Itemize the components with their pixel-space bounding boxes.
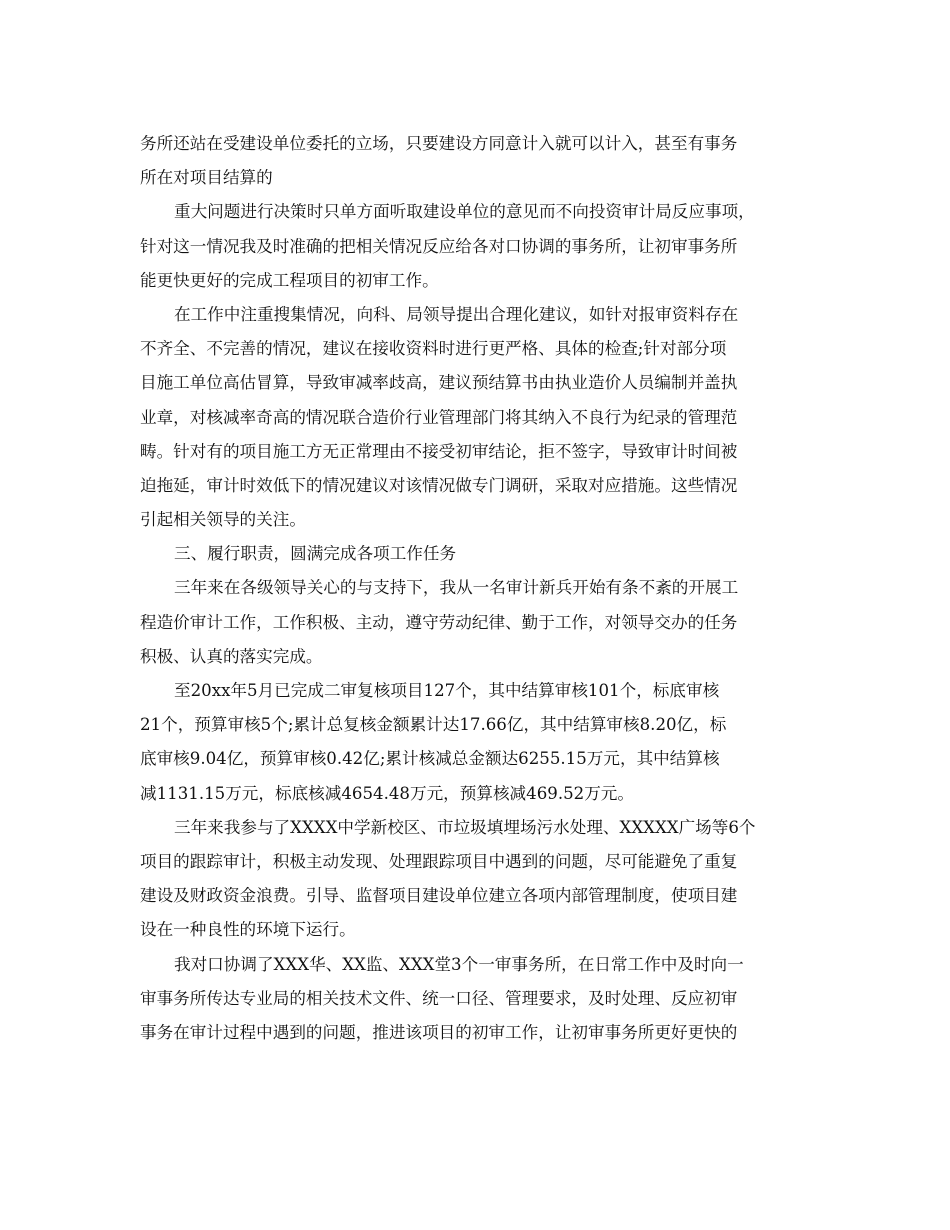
text-line: 事务在审计过程中遇到的问题，推进该项目的初审工作，让初审事务所更好更快的 (140, 1022, 738, 1042)
paragraph (140, 674, 820, 811)
text-line: 重大问题进行决策时只单方面听取建设单位的意见而不向投资审计局反应事项， (174, 202, 755, 222)
text-line: 积极、认真的落实完成。 (140, 646, 323, 666)
text-line: 建设及财政资金浪费。引导、监督项目建设单位建立各项内部管理制度，使项目建 (140, 886, 738, 906)
section-heading (140, 537, 820, 571)
text-line: 畴。针对有的项目施工方无正常理由不接受初审结论，拒不签字，导致审计时间被 (140, 441, 738, 461)
text-line: 项目的跟踪审计，积极主动发现、处理跟踪项目中遇到的问题，尽可能避免了重复 (140, 851, 738, 871)
paragraph (140, 571, 820, 674)
text-line: 所在对项目结算的 (140, 168, 273, 188)
text-line: 底审核9.04亿，预算审核0.42亿;累计核减总金额达6255.15万元，其中结算核 (140, 749, 720, 769)
document-body (140, 127, 820, 1050)
text-line: 减1131.15万元，标底核减4654.48万元，预算核减469.52万元。 (140, 783, 634, 803)
text-line: 我对口协调了XXX华、XX监、XXX堂3个一审事务所，在日常工作中及时向一 (174, 954, 744, 974)
text-line: 务所还站在受建设单位委托的立场，只要建设方同意计入就可以计入，甚至有事务 (140, 134, 738, 153)
paragraph (140, 811, 820, 948)
text-line: 三、履行职责，圆满完成各项工作任务 (174, 544, 457, 564)
text-line: 针对这一情况我及时准确的把相关情况反应给各对口协调的事务所，让初审事务所 (140, 236, 738, 256)
text-line: 21个，预算审核5个;累计总复核金额累计达17.66亿，其中结算审核8.20亿，标 (140, 715, 727, 735)
text-line: 三年来我参与了XXXX中学新校区、市垃圾填埋场污水处理、XXXXX广场等6个 (174, 817, 756, 837)
text-line: 设在一种良性的环境下运行。 (140, 920, 356, 940)
text-line: 目施工单位高估冒算，导致审减率歧高，建议预结算书由执业造价人员编制并盖执 (140, 373, 738, 393)
text-line: 业章，对核减率奇高的情况联合造价行业管理部门将其纳入不良行为纪录的管理范 (140, 407, 738, 427)
text-line: 迫拖延，审计时效低下的情况建议对该情况做专门调研，采取对应措施。这些情况 (140, 475, 738, 495)
paragraph (140, 948, 820, 1051)
text-line: 程造价审计工作，工作积极、主动，遵守劳动纪律、勤于工作，对领导交办的任务 (140, 612, 738, 632)
text-line: 审事务所传达专业局的相关技术文件、统一口径、管理要求，及时处理、反应初审 (140, 988, 738, 1008)
paragraph (140, 195, 820, 298)
text-line: 能更快更好的完成工程项目的初审工作。 (140, 270, 439, 290)
text-line: 三年来在各级领导关心的与支持下，我从一名审计新兵开始有条不紊的开展工 (174, 578, 739, 598)
text-line: 在工作中注重搜集情况，向科、局领导提出合理化建议，如针对报审资料存在 (174, 304, 739, 324)
text-line: 不齐全、不完善的情况，建议在接收资料时进行更严格、具体的检查;针对部分项 (140, 339, 727, 359)
text-line: 引起相关领导的关注。 (140, 510, 306, 530)
paragraph (140, 298, 820, 537)
paragraph (140, 127, 820, 195)
text-line: 至20xx年5月已完成二审复核项目127个，其中结算审核101个，标底审核 (174, 681, 720, 700)
